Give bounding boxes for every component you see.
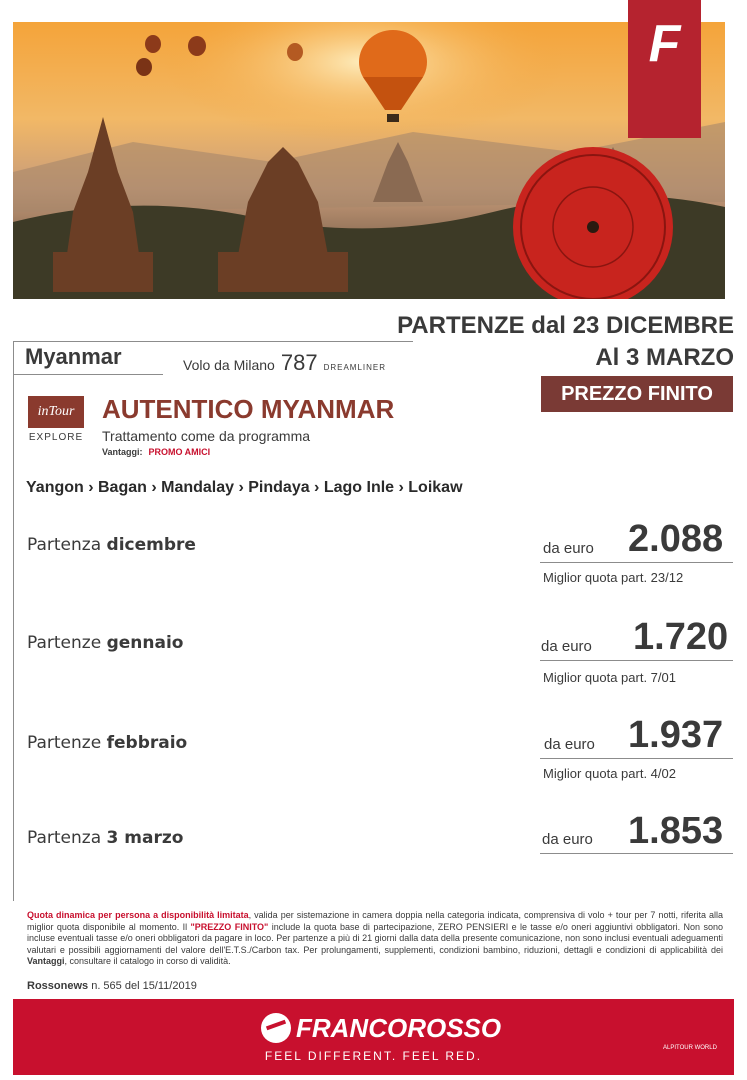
flight-dreamliner: DREAMLINER [323,363,387,372]
best-price-note: Miglior quota part. 7/01 [543,670,676,685]
footnote-text-3: , consultare il catalogo in corso di validità. [64,956,231,966]
departure-label [27,535,196,555]
footer-band [13,999,734,1075]
price-rule [540,562,733,563]
price-rule [540,660,733,661]
francorosso-logo: FRANCOROSSO [296,1013,502,1043]
footnote-text-1: , valida per sistemazione in camera doppia nella categoria indicata, comprensiva di volo + tour per 7 notti, riferita alla miglior quota disponibile al momento. Il [27,910,723,932]
departure-month: gennaio [106,633,184,653]
tour-title: AUTENTICO MYANMAR [102,394,395,424]
departure-month: febbraio [106,733,188,753]
vantaggi-value: PROMO AMICI [148,447,211,457]
footnote-vantaggi: Vantaggi [27,956,65,966]
price-rule [540,853,733,854]
francorosso-logo-icon [261,1013,291,1043]
issue-reference [27,980,197,992]
departure-prefix: Partenze [27,733,102,753]
departure-dates [397,310,734,374]
tour-treatment: Trattamento come da programma [102,428,311,444]
destination-rule [13,374,163,375]
price-badge: PREZZO FINITO [541,376,733,412]
tour-vantaggi [102,447,210,457]
tour-route: Yangon › Bagan › Mandalay › Pindaya › Lago Inle › Loikaw [26,479,463,496]
issue-number-date: n. 565 del 15/11/2019 [88,980,197,992]
departure-label [27,828,183,848]
alpitour-world-logo: ALPITOUR WORLD [663,1045,717,1051]
departure-month: 3 marzo [106,828,184,848]
departure-price: 2.088 [628,518,724,560]
departure-prefix: Partenza [27,828,102,848]
brand-tag-letter: F [648,15,681,73]
departure-label [27,733,187,753]
brand-tag [628,0,701,138]
flight-model: 787 [280,350,318,375]
price-from-label: da euro [544,736,595,753]
bagan-balloons-illustration [13,22,725,299]
best-price-note: Miglior quota part. 4/02 [543,766,676,781]
flight-prefix: Volo da Milano [183,357,275,373]
vantaggi-label: Vantaggi: [102,447,143,457]
price-from-label: da euro [543,540,594,557]
departure-price: 1.720 [633,616,729,658]
footer-tagline: FEEL DIFFERENT. FEEL RED. [264,1049,483,1063]
issue-name: Rossonews [27,980,89,992]
departure-month: dicembre [106,535,196,555]
frame-left-rule [13,341,14,901]
footnote-lead: Quota dinamica per persona a disponibilità limitata [27,910,249,920]
flight-info [183,350,386,376]
departure-label [27,633,183,653]
frame-top-rule [13,341,413,342]
price-from-label: da euro [541,638,592,655]
price-from-label: da euro [542,831,593,848]
departure-prefix: Partenza [27,535,102,555]
dates-line-2: Al 3 MARZO [595,344,734,371]
intour-logo [25,396,87,443]
departure-price: 1.853 [628,810,724,852]
best-price-note: Miglior quota part. 23/12 [543,570,684,585]
departure-price: 1.937 [628,714,724,756]
hero-image [13,22,725,299]
departure-prefix: Partenze [27,633,102,653]
legal-footnote [27,910,723,968]
intour-logo-mark: inTour [28,396,84,428]
dates-line-1: PARTENZE dal 23 DICEMBRE [397,312,734,339]
price-rule [540,758,733,759]
footnote-text-2: include la quota base di partecipazione, ZERO PENSIERI e le tasse e/o oneri aggiuntivi obbligatori. Non sono incluse eventuali tasse e/o oneri obbligatori da pagare in loco. Per partenze a più di 21 giorni dalla data della presente comunicazione, non sono inclusi eventuali adeguamenti valutari e possibili aggiornamenti del valore dell'E.T.S./Carbon tax. Per prolungamenti, supplementi, condizioni bambino, riduzioni, dettagli e condizioni di applicabilità dei [27,921,723,955]
footnote-prezzo-finito: "PREZZO FINITO" [190,921,269,932]
intour-logo-explore: EXPLORE [28,432,84,443]
destination-name: Myanmar [25,344,122,369]
